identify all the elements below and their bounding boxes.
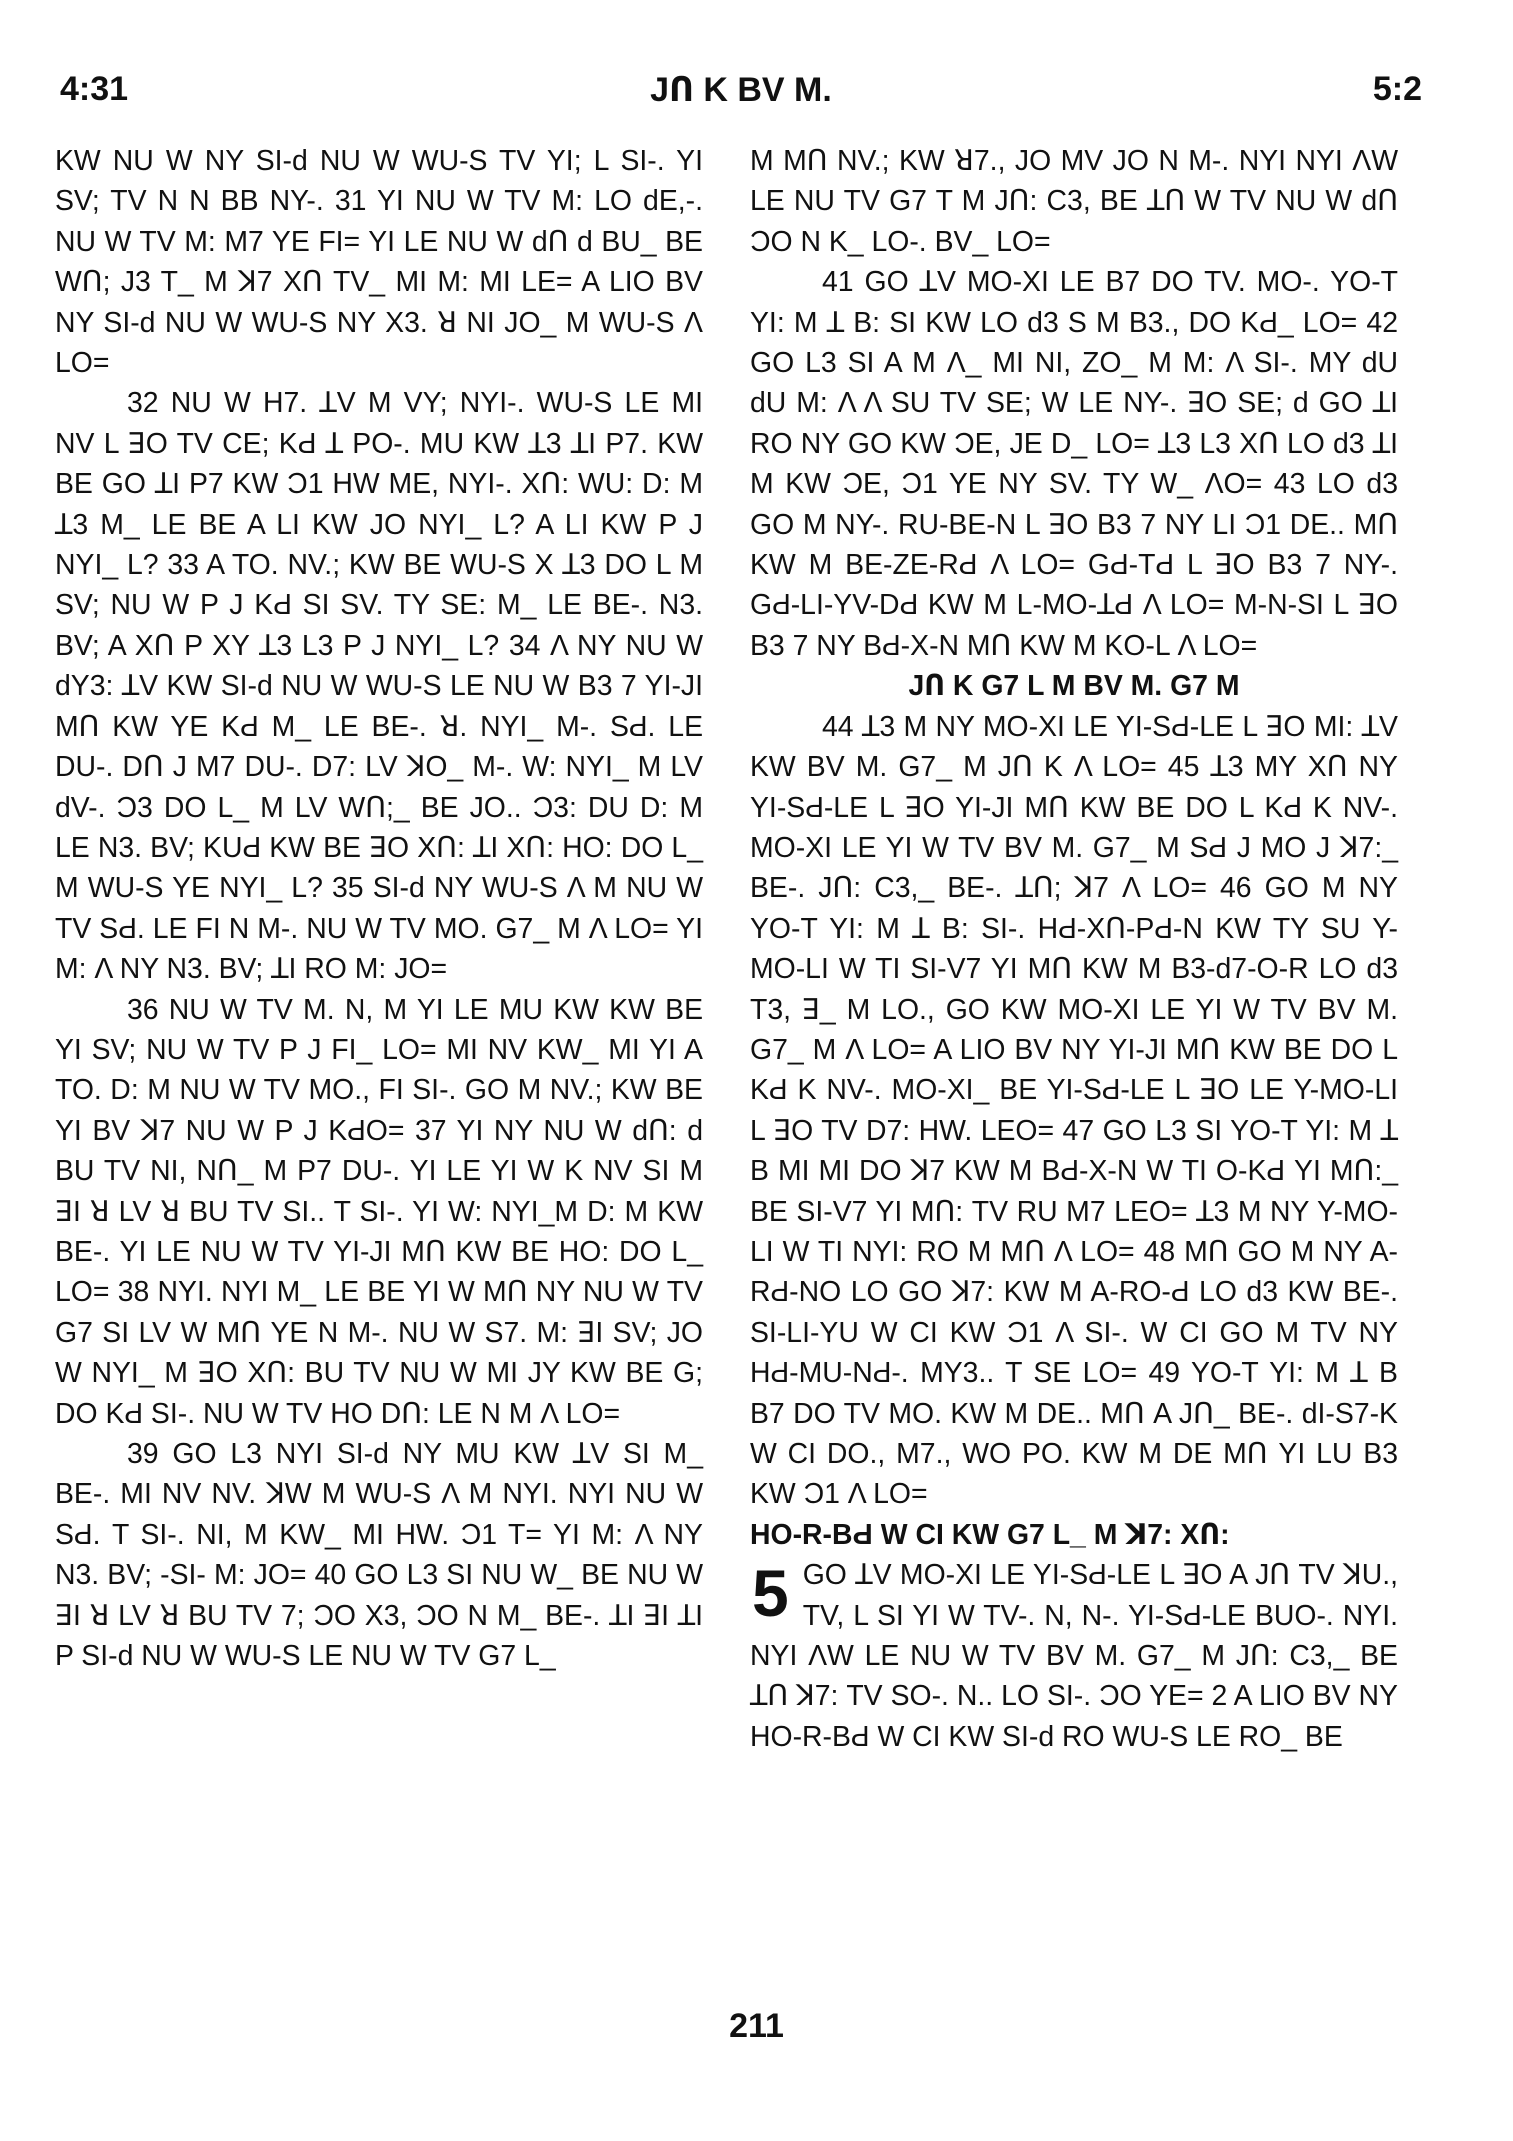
chapter-number-dropcap: 5 <box>752 1556 789 1631</box>
header-chapter-verse-start: 4:31 <box>60 70 129 108</box>
section-heading: HO-R-BԀ W CI KW G7 L_ M ꓘ7: XՈ: <box>750 1518 1230 1551</box>
right-text-column <box>750 141 1398 1757</box>
paragraph: 41 GO ꓕV MO-XI LE B7 DO TV. MO-. YO-T YI: M ꓕ B: SI KW LO d3 S M B3., DO KԀ_ LO= 42 GO L3 SI A M Λ_ MI NI, ZO_ M M: Λ SI-. MY dU dU M: Λ Λ SU TV SE; W LE NY-. ꓱO SE; d GO ꓕI RO NY GO KW ƆE, JE D_ LO= ꓕ3 L3 XՈ LO d3 ꓕI M KW ƆE, Ɔ1 YE NY SV. TY W_ ΛO= 43 LO d3 GO M NY-. RU-BE-N L ꓱO B3 7 NY LI Ɔ1 DE.. MՈ KW M BE-ZE-RԀ Λ LO= GԀ-TԀ L ꓱO B3 7 NY-. GԀ-LI-YV-DԀ KW M L-MO-ꓕԀ Λ LO= M-N-SI L ꓱO B3 7 NY BԀ-X-N MՈ KW M KO-L Λ LO= <box>750 266 1398 662</box>
page-number: 211 <box>729 2007 784 2045</box>
chapter-paragraph <box>750 1555 1398 1757</box>
paragraph: 39 GO L3 NYI SI-d NY MU KW ꓕV SI M_ BE-. MI NV NV. ꓘW M WU-S Λ M NYI. NYI NU W SԀ. T SI-. NI, M KW_ MI HW. Ɔ1 T= YI M: Λ NY N3. BV; -SI- M: JO= 40 GO L3 SI NU W_ BE NU W ꓱI ꓤ LV ꓤ BU TV 7; ƆO X3, ƆO N M_ BE-. ꓕI ꓱI ꓕI P SI-d NU W WU-S LE NU W TV G7 L_ <box>55 1438 703 1673</box>
section-heading: JՈ K G7 L M BV M. G7 M <box>908 670 1240 703</box>
paragraph-text: GO ꓕV MO-XI LE YI-SԀ-LE L ꓱO A JՈ TV ꓘU., TV, L SI YI W TV-. N, N-. YI-SԀ-LE BUO-. NYI. NYI ΛW LE NU W TV BV M. G7_ M JՈ: C3,_ BE ꓕՈ ꓘ7: TV SO-. N.. LO SI-. ƆO YE= 2 A LIO BV NY HO-R-BԀ W CI KW SI-d RO WU-S LE RO_ BE <box>750 1559 1398 1753</box>
paragraph: M MՈ NV.; KW ꓤ7., JO MV JO N M-. NYI NYI ΛW LE NU TV G7 T M JՈ: C3, BE ꓕՈ W TV NU W dՈ ƆO N K_ LO-. BV_ LO= <box>750 145 1398 258</box>
paragraph: 44 ꓕ3 M NY MO-XI LE YI-SԀ-LE L ꓱO MI: ꓕV KW BV M. G7_ M JՈ K Λ LO= 45 ꓕ3 MY XՈ NY YI-SԀ-LE L ꓱO YI-JI MՈ KW BE DO L KԀ K NV-. MO-XI LE YI W TV BV M. G7_ M SԀ J MO J ꓘ7:_ BE-. JՈ: C3,_ BE-. ꓕՈ; ꓘ7 Λ LO= 46 GO M NY YO-T YI: M ꓕ B: SI-. HԀ-XՈ-PԀ-N KW TY SU Y-MO-LI W TI SI-V7 YI MՈ KW M B3-d7-O-R LO d3 T3, ꓱ_ M LO., GO KW MO-XI LE YI W TV BV M. G7_ M Λ LO= A LIO BV NY YI-JI MՈ KW BE DO L KԀ K NV-. MO-XI_ BE YI-SԀ-LE L ꓱO LE Y-MO-LI L ꓱO TV D7: HW. LEO= 47 GO L3 SI YO-T YI: M ꓕ B MI MI DO ꓘ7 KW M BԀ-X-N W TI O-KԀ YI MՈ:_ BE SI-V7 YI MՈ: TV RU M7 LEO= ꓕ3 M NY Y-MO-LI W TI NYI: RO M MՈ Λ LO= 48 MՈ GO M NY A-RԀ-NO LO GO ꓘ7: KW M A-RO-Ԁ LO d3 KW BE-. SI-LI-YU W CI KW Ɔ1 Λ SI-. W CI GO M TV NY HԀ-MU-NԀ-. MY3.. T SE LO= 49 YO-T YI: M ꓕ B B7 DO TV MO. KW M DE.. MՈ A JՈ_ BE-. dI-S7-K W CI DO., M7., WO PO. KW M DE MՈ YI LU B3 KW Ɔ1 Λ LO= <box>750 710 1398 1511</box>
left-text-column <box>55 141 703 1676</box>
paragraph: 32 NU W H7. ꓕV M VY; NYI-. WU-S LE MI NV L ꓱO TV CE; KԀ ꓕ PO-. MU KW ꓕ3 ꓕI P7. KW BE GO ꓕI P7 KW Ɔ1 HW ME, NYI-. XՈ: WU: D: M ꓕ3 M_ LE BE A LI KW JO NYI_ L? A LI KW P J NYI_ L? 33 A TO. NV.; KW BE WU-S X ꓕ3 DO L M SV; NU W P J KԀ SI SV. TY SE: M_ LE BE-. N3. BV; A XՈ P XY ꓕ3 L3 P J NYI_ L? 34 Λ NY NU W dY3: ꓕV KW SI-d NU W WU-S LE NU W B3 7 YI-JI MՈ KW YE KԀ M_ LE BE-. ꓤ. NYI_ M-. SԀ. LE DU-. DՈ J M7 DU-. D7: LV ꓘO_ M-. W: NYI_ M LV dV-. Ɔ3 DO L_ M LV WՈ;_ BE JO.. Ɔ3: DU D: M LE N3. BV; KUԀ KW BE ꓱO XՈ: ꓕI XՈ: HO: DO L_ M WU-S YE NYI_ L? 35 SI-d NY WU-S Λ M NU W TV SԀ. LE FI N M-. NU W TV MO. G7_ M Λ LO= YI M: Λ NY N3. BV; ꓕI RO M: JO= <box>55 387 703 986</box>
paragraph: 36 NU W TV M. N, M YI LE MU KW KW BE YI SV; NU W TV P J FI_ LO= MI NV KW_ MI YI A TO. D: M NU W TV MO., FI SI-. GO M NV.; KW BE YI BV ꓘ7 NU W P J KԀO= 37 YI NY NU W dՈ: d BU TV NI, NՈ_ M P7 DU-. YI LE YI W K NV SI M ꓱI ꓤ LV ꓤ BU TV SI.. T SI-. YI W: NYI_M D: M KW BE-. YI LE NU W TV YI-JI MՈ KW BE HO: DO L_ LO= 38 NYI. NYI M_ LE BE YI W MՈ NY NU W TV G7 SI LV W MՈ YE N M-. NU W S7. M: ꓱI SV; JO W NYI_ M ꓱO XՈ: BU TV NU W MI JY KW BE G; DO KԀ SI-. NU W TV HO DՈ: LE N M Λ LO= <box>55 993 703 1430</box>
header-chapter-verse-end: 5:2 <box>1372 70 1422 108</box>
header-book-title: JՈ K BV M. <box>650 71 832 109</box>
paragraph: KW NU W NY SI-d NU W WU-S TV YI; L SI-. YI SV; TV N N BB NY-. 31 YI NU W TV M: LO dE,-. NU W TV M: M7 YE FI= YI LE NU W dՈ d BU_ BE WՈ; J3 T_ M ꓘ7 XՈ TV_ MI M: MI LE= A LIO BV NY SI-d NU W WU-S NY X3. ꓤ NI JO_ M WU-S Λ LO= <box>55 145 703 380</box>
running-header <box>60 70 1422 120</box>
